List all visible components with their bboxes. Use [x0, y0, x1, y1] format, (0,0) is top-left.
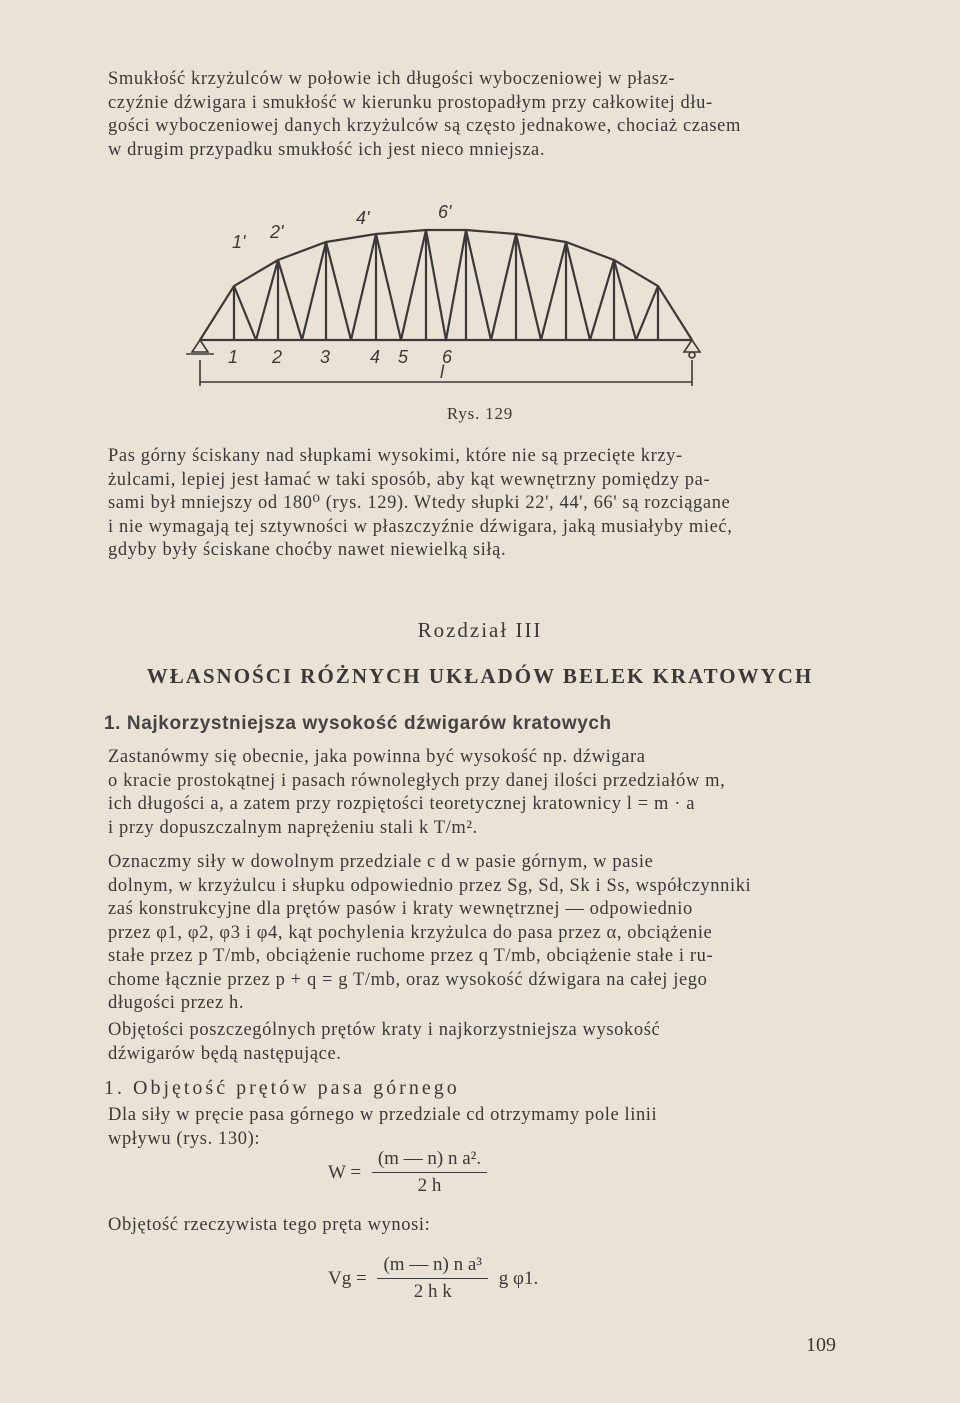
paragraph-2: [108, 445, 838, 563]
text-line: dźwigarów będą następujące.: [108, 1043, 342, 1064]
paragraph-7: [108, 1214, 838, 1238]
top-chord: [200, 230, 692, 340]
formula-denominator: 2 h: [417, 1175, 442, 1196]
paragraph-5: [108, 1019, 838, 1066]
text-line: i nie wymagają tej sztywności w płaszczyźnie dźwigara, jaką musiałyby mieć,: [108, 516, 733, 537]
text-line: Objętości poszczególnych prętów kraty i najkorzystniejsza wysokość: [108, 1020, 661, 1040]
text-line: Oznaczmy siły w dowolnym przedziale c d w pasie górnym, w pasie: [108, 852, 654, 872]
text-line: w drugim przypadku smukłość ich jest nieco mniejsza.: [108, 139, 546, 160]
text-line: Pas górny ściskany nad słupkami wysokimi, które nie są przecięte krzy-: [108, 446, 683, 466]
text-line: Zastanówmy się obecnie, jaka powinna być wysokość np. dźwigara: [108, 747, 646, 767]
paragraph-1: [108, 68, 838, 162]
label-node-6: 6: [442, 347, 453, 367]
formula-fraction: [372, 1148, 487, 1197]
label-node-5: 5: [398, 347, 409, 367]
text-line: stałe przez p T/mb, obciążenie ruchome przez q T/mb, obciążenie stałe i ru-: [108, 946, 714, 966]
text-line: zaś konstrukcyjne dla prętów pasów i kraty wewnętrznej — odpowiednio: [108, 899, 693, 919]
chapter-number: Rozdział III: [417, 618, 543, 642]
formula-denominator: 2 h k: [413, 1281, 452, 1302]
formula-volume: [328, 1254, 538, 1303]
figure-caption: Rys. 129: [446, 404, 514, 423]
left-support: [192, 340, 208, 352]
text-line: Objętość rzeczywista tego pręta wynosi:: [108, 1215, 431, 1235]
truss-diagram: [180, 200, 720, 400]
formula-fraction: [377, 1254, 488, 1303]
text-line: ich długości a, a zatem przy rozpiętości teoretycznej kratownicy l = m · a: [108, 794, 696, 814]
text-line: Dla siły w pręcie pasa górnego w przedziale cd otrzymamy pole linii: [108, 1105, 658, 1125]
chapter-title: WŁASNOŚCI RÓŻNYCH UKŁADÓW BELEK KRATOWYCH: [146, 664, 814, 688]
label-span-l: l: [440, 362, 444, 382]
formula-lhs: W =: [328, 1161, 362, 1183]
text-line: gdyby były ściskane choćby nawet niewielką siłą.: [108, 540, 507, 560]
text-line: żulcami, lepiej jest łamać w taki sposób, aby kąt wewnętrzny pomiędzy pa-: [108, 469, 711, 490]
text-line: czyźnie dźwigara i smukłość w kierunku prostopadłym przy całkowitej dłu-: [108, 92, 713, 113]
label-1-prime: 1': [232, 232, 246, 252]
text-line: chome łącznie przez p + q = g T/mb, oraz wysokość dźwigara na całej jego: [108, 969, 708, 990]
text-line: długości przez h.: [108, 993, 245, 1013]
label-node-2: 2: [272, 347, 283, 367]
formula-rhs: g φ1.: [498, 1267, 539, 1289]
paragraph-6: [108, 1104, 838, 1151]
paragraph-4: [108, 851, 838, 1016]
section-heading: 1. Najkorzystniejsza wysokość dźwigarów kratowych: [104, 713, 612, 734]
formula-lhs: Vg =: [328, 1267, 367, 1289]
label-4-prime: 4': [356, 208, 370, 228]
text-line: sami był mniejszy od 180⁰ (rys. 129). Wtedy słupki 22', 44', 66' są rozciągane: [108, 493, 731, 513]
label-node-1: 1: [228, 347, 239, 367]
subsection-heading: 1. Objętość prętów pasa górnego: [104, 1077, 460, 1099]
text-line: przez φ1, φ2, φ3 i φ4, kąt pochylenia krzyżulca do pasa przez α, obciążenie: [108, 922, 713, 943]
formula-influence-area: [328, 1148, 487, 1197]
label-2-prime: 2': [270, 222, 284, 242]
text-line: Smukłość krzyżulców w połowie ich długości wyboczeniowej w płasz-: [108, 69, 676, 89]
formula-numerator: (m — n) n a².: [372, 1148, 487, 1173]
label-node-4: 4: [370, 347, 381, 367]
label-node-3: 3: [320, 347, 331, 367]
paragraph-3: [108, 746, 838, 840]
text-line: dolnym, w krzyżulcu i słupku odpowiednio przez Sg, Sd, Sk i Ss, współczynniki: [108, 875, 752, 896]
truss-members: [200, 230, 692, 340]
text-line: wpływu (rys. 130):: [108, 1128, 261, 1149]
page-number: 109: [806, 1334, 836, 1356]
label-6-prime: 6': [438, 202, 452, 222]
text-line: o kracie prostokątnej i pasach równoległych przy danej ilości przedziałów m,: [108, 770, 726, 791]
text-line: gości wyboczeniowej danych krzyżulców są często jednakowe, chociaż czasem: [108, 116, 741, 136]
formula-numerator: (m — n) n a³: [377, 1254, 488, 1279]
right-support: [684, 340, 700, 352]
text-line: i przy dopuszczalnym naprężeniu stali k T/m².: [108, 817, 478, 838]
